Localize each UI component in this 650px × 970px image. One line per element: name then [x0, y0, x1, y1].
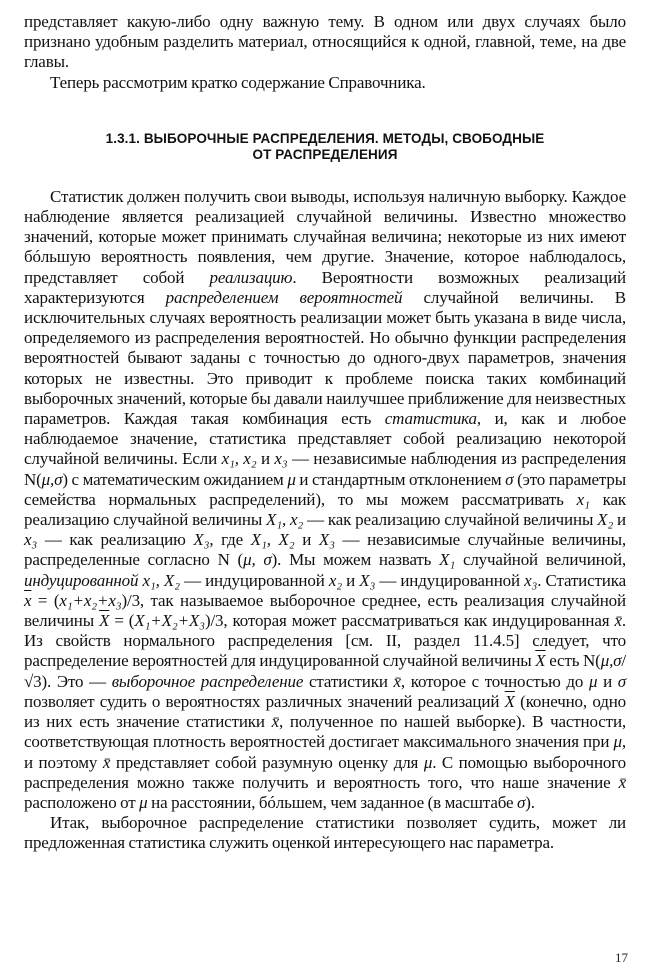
italic-term: выборочное распределение — [111, 671, 304, 691]
text-run: и — [613, 510, 626, 530]
math-symbol: X₁, x₂ — [266, 510, 304, 530]
intro-paragraph-2 — [24, 73, 626, 93]
math-symbol: X₁, X₂ — [250, 530, 295, 550]
math-symbol: x₃ — [24, 530, 38, 550]
text-run: ) с математическим ожиданием — [62, 469, 288, 489]
italic-term: распределением вероятностей — [165, 287, 403, 307]
math-symbol: σ — [617, 671, 626, 691]
math-symbol: σ — [517, 792, 526, 812]
body-paragraph-1 — [24, 187, 626, 813]
math-symbol: μ,σ — [600, 651, 622, 671]
text-run: , где — [209, 530, 251, 550]
text-run: . С помощью выборочного распределения можно также получить и вероятность того, что наше значение — [24, 752, 626, 792]
math-symbol: X₂ — [597, 510, 614, 530]
intro-paragraph — [24, 12, 626, 73]
text-run: , и, как и любое наблюдаемое значение, статистика представляет собой реализацию некоторой случайной величины. Если — [24, 409, 626, 469]
sample-mean-symbol: $\overline{x}$ — [24, 590, 32, 610]
text-run: )/3, так называемое выборочное среднее, есть реализация случайной величины — [24, 590, 626, 631]
math-symbol: μ — [423, 752, 433, 772]
text-run: и — [256, 449, 275, 469]
text-run: Статистик должен получить свои выводы, используя наличную выборку. Каждое наблюдение является реализацией случайной величины. Известно множество значений, которые может принимать случайная величина; некоторые из них имеют бóльшую вероятность появления, чем другие. Значение, которое наблюдалось, представляет собой — [24, 186, 626, 287]
text-run: — независимые наблюдения из распределения N( — [24, 449, 626, 489]
italic-term: индуцированной x₁, X₂ — [24, 570, 180, 590]
text-run: — независимые случайные величины, распределенные согласно N ( — [24, 530, 627, 570]
text-run: — индуцированной — [375, 570, 525, 590]
math-symbol: μ,σ — [41, 469, 63, 489]
text-run: случайной величины. В исключительных случаях вероятность реализации может быть указана в виде числа, определяемого из распределения вероятностей. Но обычно функции распределения вероятностей бывают заданы с точностью до одного-двух параметров, значения которых не известны. Это приводит к проблеме поиска таких комбинаций выборочных значений, которые бы давали наилучшее приближение для неизвестных параметров. Каждая такая комбинация есть — [24, 287, 626, 429]
math-symbol: x₁ — [576, 489, 590, 509]
text-run: и — [294, 530, 319, 550]
math-symbol: x̄ — [614, 611, 622, 631]
text-run: . Вероятности возможных реализаций характеризуются — [24, 267, 626, 307]
random-mean-symbol: $\overline{X}$ — [99, 611, 110, 631]
intro-text-2: Теперь рассмотрим кратко содержание Справочника. — [50, 72, 426, 92]
text-run: представляет собой разумную оценку для — [110, 752, 424, 772]
text-run: Итак, выборочное распределение статистики позволяет судить, может ли предложенная статистика служить оценкой интересующего нас параметра. — [24, 813, 626, 853]
math-symbol: x̄ — [393, 671, 401, 691]
text-run: расположено от — [24, 792, 140, 812]
section-heading — [24, 131, 626, 163]
text-run: ). Мы можем назвать — [271, 550, 440, 570]
text-run: — индуцированной — [179, 570, 329, 590]
random-mean-symbol: $\overline{X}$ — [535, 651, 546, 671]
text-run: . Статистика — [537, 570, 626, 590]
text-run: , и поэтому — [24, 732, 626, 772]
math-symbol: X₃ — [193, 530, 210, 550]
math-symbol: μ — [287, 469, 296, 489]
random-mean-symbol: $\overline{X}$ — [504, 691, 515, 711]
text-run: = ( — [31, 590, 60, 610]
text-run: , полученное по нашей выборке). В частности, соответствующая плотность вероятностей достигает максимального значения при — [24, 712, 627, 752]
text-run: (это параметры семейства нормальных распределений), то мы можем рассматривать — [24, 469, 627, 509]
text-run: как реализацию случайной величины — [24, 489, 626, 530]
text-run: ). — [525, 792, 535, 812]
text-run: на расстоянии, бóльшем, чем заданное (в масштабе — [147, 792, 518, 812]
math-symbol: x₃ — [274, 449, 288, 469]
italic-term: реализацию — [209, 267, 293, 287]
text-run: , которое с точностью до — [400, 671, 589, 691]
math-symbol: x₁+x₂+x₃ — [59, 590, 122, 610]
math-symbol: x̄ — [271, 712, 280, 732]
page-number: 17 — [615, 950, 628, 965]
text-run: статистики — [303, 671, 394, 691]
text-run: /√3). Это — — [24, 651, 626, 691]
math-symbol: X₁ — [439, 550, 456, 570]
text-run: — как реализацию — [37, 530, 194, 550]
math-symbol: μ — [613, 732, 622, 752]
math-symbol: μ, σ — [243, 550, 272, 570]
text-run: )/3, которая может рассматриваться как индуцированная — [204, 611, 615, 631]
math-symbol: x₂ — [328, 570, 342, 590]
text-run: есть N( — [545, 651, 601, 671]
math-symbol: x₁, x₂ — [221, 449, 257, 469]
text-run: и — [341, 570, 360, 590]
math-symbol: X₃ — [318, 530, 335, 550]
text-run: . Из свойств нормального распределения [см. II, раздел 11.4.5] следует, что распределение вероятностей для индуцированной случайной величины — [24, 611, 626, 671]
math-symbol: x₃ — [524, 570, 538, 590]
body-paragraph-2 — [24, 813, 626, 853]
section-heading-line-2: ОТ РАСПРЕДЕЛЕНИЯ — [252, 146, 398, 162]
text-run: (конечно, одно из них есть значение статистики — [24, 691, 626, 732]
math-symbol: X₁+X₂+X₃ — [134, 611, 205, 631]
text-run: — как реализацию случайной величины — [303, 510, 598, 530]
math-symbol: x̄ — [102, 752, 111, 772]
italic-term: статистика — [384, 409, 477, 429]
text-run: случайной величиной, — [455, 550, 626, 570]
math-symbol: X₃ — [359, 570, 376, 590]
math-symbol: x̄ — [618, 772, 626, 792]
math-symbol: σ — [505, 469, 514, 489]
intro-text: представляет какую-либо одну важную тему. В одном или двух случаях было признано удобным разделить материал, относящийся к одной, главной, теме, на две главы. — [24, 12, 626, 72]
text-run: и — [597, 671, 618, 691]
section-heading-line-1: 1.3.1. ВЫБОРОЧНЫЕ РАСПРЕДЕЛЕНИЯ. МЕТОДЫ, СВОБОДНЫЕ — [105, 130, 545, 146]
text-run: позволяет судить о вероятностях различных значений реализаций — [24, 691, 505, 711]
math-symbol: μ — [588, 671, 598, 691]
text-run: = ( — [109, 611, 135, 631]
math-symbol: μ — [139, 792, 148, 812]
text-run: и стандартным отклонением — [295, 469, 506, 489]
